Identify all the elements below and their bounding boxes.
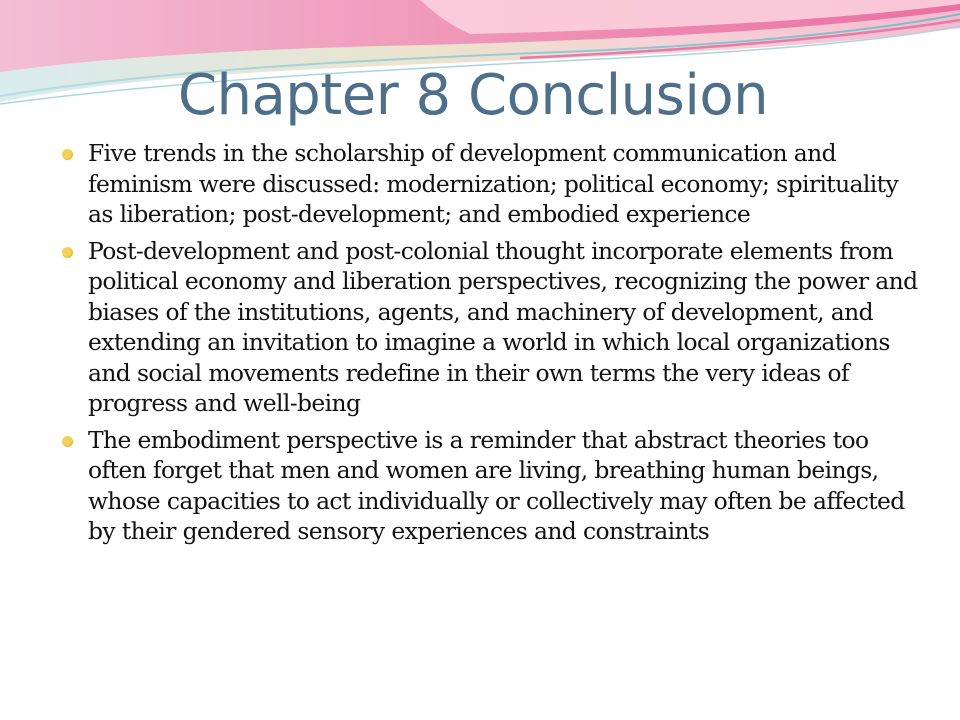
bullet-item [62,236,918,419]
bullet-icon [62,247,73,258]
bullet-text: The embodiment perspective is a reminder that abstract theories too often forget that men and women are living, breathing human beings, whose capacities to act individually or collectively may often be affected by their gendered sensory experiences and constraints [88,425,905,545]
bullet-item [62,138,918,230]
bullet-icon [62,149,73,160]
bullet-icon [62,436,73,447]
bullet-item [62,425,918,547]
bullet-text: Five trends in the scholarship of development communication and feminism were discussed: modernization; political economy; spirituality as liberation; post-development; and embodied experience [88,139,899,228]
bullet-text: Post-development and post-colonial thought incorporate elements from political economy and liberation perspectives, recognizing the power and biases of the institutions, agents, and machinery of development, and extending an invitation to imagine a world in which local organizations and social movements redefine in their own terms the very ideas of progress and well-being [88,236,918,417]
bullet-list [62,138,918,553]
slide-title: Chapter 8 Conclusion [177,63,769,128]
